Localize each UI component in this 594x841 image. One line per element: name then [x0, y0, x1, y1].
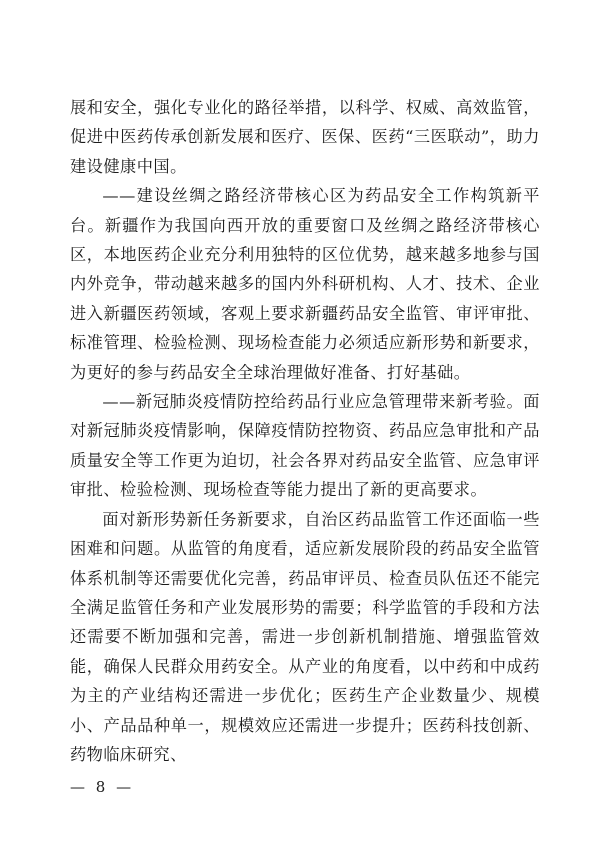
document-body	[70, 93, 540, 769]
paragraph-3: ——新冠肺炎疫情防控给药品行业应急管理带来新考验。面对新冠肺炎疫情影响，保障疫情防控物资、药品应急审批和产品质量安全等工作更为迫切，社会各界对药品安全监管、应急审评审批、检验检测、现场检查等能力提出了新的更高要求。	[70, 392, 540, 500]
paragraph-2: ——建设丝绸之路经济带核心区为药品安全工作构筑新平台。新疆作为我国向西开放的重要窗口及丝绸之路经济带核心区，本地医药企业充分利用独特的区位优势，越来越多地参与国内外竞争，带动越来越多的国内外科研机构、人才、技术、企业进入新疆医药领域，客观上要求新疆药品安全监管、审评审批、标准管理、检验检测、现场检查能力必须适应新形势和新要求，为更好的参与药品安全全球治理做好准备、打好基础。	[70, 186, 540, 382]
paragraph-4: 面对新形势新任务新要求，自治区药品监管工作还面临一些困难和问题。从监管的角度看，适应新发展阶段的药品安全监管体系机制等还需要优化完善，药品审评员、检查员队伍还不能完全满足监管任务和产业发展形势的需要；科学监管的手段和方法还需要不断加强和完善，需进一步创新机制措施、增强监管效能，确保人民群众用药安全。从产业的角度看，以中药和中成药为主的产业结构还需进一步优化；医药生产企业数量少、规模小、产品品种单一，规模效应还需进一步提升；医药科技创新、药物临床研究、	[70, 509, 540, 764]
paragraph-1: 展和安全，强化专业化的路径举措，以科学、权威、高效监管，促进中医药传承创新发展和医疗、医保、医药“三医联动”，助力建设健康中国。	[70, 98, 540, 176]
page-number: — 8 —	[70, 778, 135, 796]
